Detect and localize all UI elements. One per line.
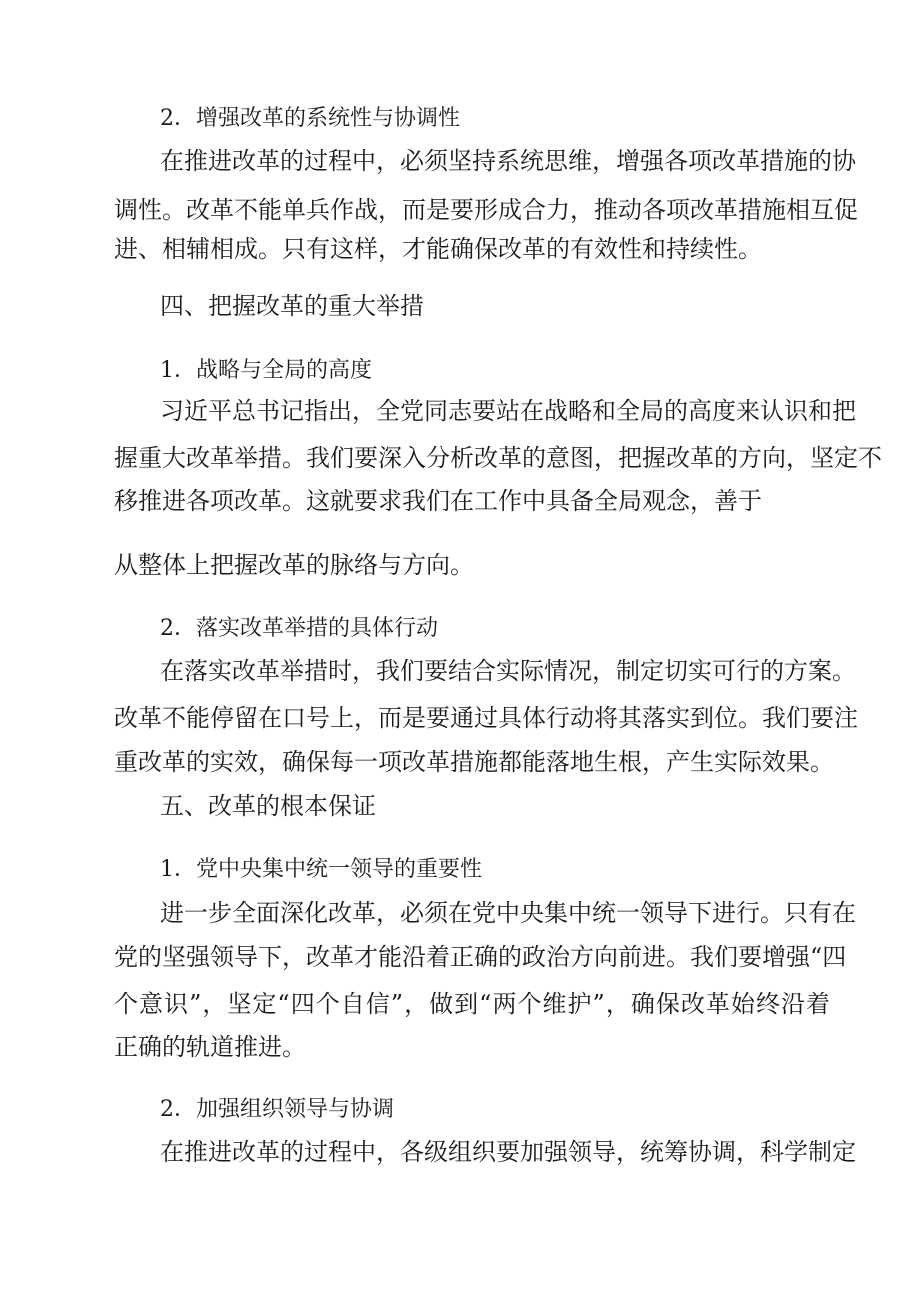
paragraph-line: 在推进改革的过程中，必须坚持系统思维，增强各项改革措施的协 — [160, 147, 856, 175]
subheading-organization-leadership: 2．加强组织领导与协调 — [160, 1097, 394, 1122]
subheading-systematic-coordination: 2．增强改革的系统性与协调性 — [160, 106, 460, 131]
paragraph-line: 调性。改革不能单兵作战，而是要形成合力，推动各项改革措施相互促 — [114, 196, 858, 224]
paragraph-line: 改革不能停留在口号上，而是要通过具体行动将其落实到位。我们要注 — [114, 704, 858, 732]
paragraph-line: 重改革的实效，确保每一项改革措施都能落地生根，产生实际效果。 — [114, 748, 834, 776]
paragraph-line: 个意识”，坚定“四个自信”，做到“两个维护”，确保改革始终沿着 — [114, 990, 830, 1018]
paragraph-line: 习近平总书记指出，全党同志要站在战略和全局的高度来认识和把 — [160, 397, 856, 425]
subheading-central-leadership: 1．党中央集中统一领导的重要性 — [160, 857, 482, 882]
paragraph-line: 从整体上把握改革的脉络与方向。 — [114, 551, 474, 579]
paragraph-line: 握重大改革举措。我们要深入分析改革的意图，把握改革的方向，坚定不 — [114, 444, 882, 472]
section-heading-five: 五、改革的根本保证 — [160, 792, 376, 820]
paragraph-line: 进一步全面深化改革，必须在党中央集中统一领导下进行。只有在 — [160, 899, 856, 927]
paragraph-line: 进、相辅相成。只有这样，才能确保改革的有效性和持续性。 — [114, 235, 762, 263]
section-heading-four: 四、把握改革的重大举措 — [160, 292, 424, 320]
paragraph-line: 移推进各项改革。这就要求我们在工作中具备全局观念，善于 — [114, 487, 762, 515]
subheading-strategy-overall: 1．战略与全局的高度 — [160, 358, 372, 383]
paragraph-line: 正确的轨道推进。 — [114, 1033, 306, 1061]
paragraph-line: 党的坚强领导下，改革才能沿着正确的政治方向前进。我们要增强“四 — [114, 943, 847, 971]
paragraph-line: 在推进改革的过程中，各级组织要加强领导，统筹协调，科学制定 — [160, 1138, 856, 1166]
paragraph-line: 在落实改革举措时，我们要结合实际情况，制定切实可行的方案。 — [160, 657, 856, 685]
subheading-concrete-actions: 2．落实改革举措的具体行动 — [160, 616, 438, 641]
